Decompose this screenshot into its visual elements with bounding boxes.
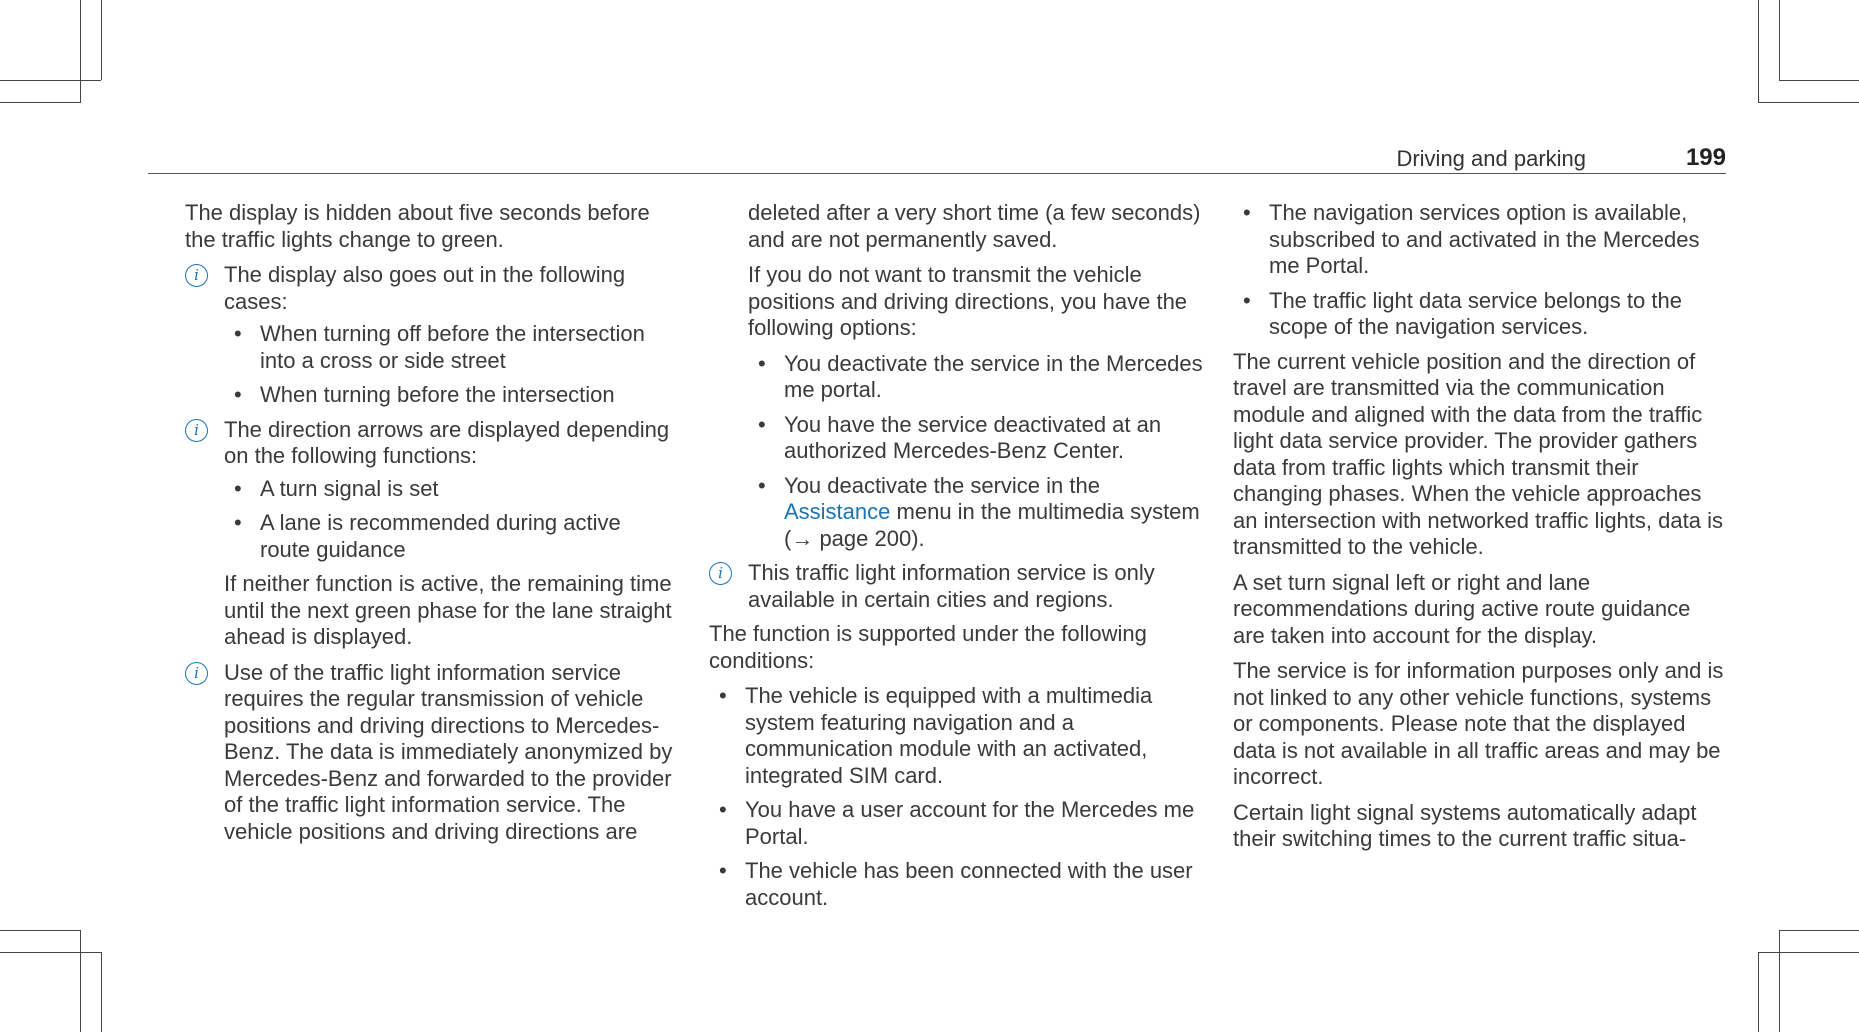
paragraph: The function is supported under the following conditions: xyxy=(709,621,1147,673)
list-item xyxy=(224,382,675,409)
bullet: • xyxy=(719,683,727,708)
section-title: Driving and parking xyxy=(1396,146,1586,171)
bullet: • xyxy=(758,472,766,498)
note-text: The direction arrows are displayed depending on the following functions: xyxy=(224,416,670,468)
paragraph: If neither function is active, the remaining time until the next green phase for the lane straight ahead is displayed. xyxy=(224,571,672,649)
list-item-text: You have a user account for the Mercedes me Portal. xyxy=(745,797,1195,849)
info-note xyxy=(185,660,675,846)
crop-mark xyxy=(1779,930,1780,1032)
list-item xyxy=(709,683,1203,789)
note-text: The display also goes out in the following cases: xyxy=(224,262,626,314)
assistance-link[interactable]: Assistance xyxy=(784,499,891,524)
bullet: • xyxy=(234,475,242,501)
crop-mark xyxy=(101,952,102,1032)
list-item-text: The navigation services option is available, subscribed to and activated in the Mercedes me Portal. xyxy=(1269,200,1700,278)
list-item-text: When turning before the intersection xyxy=(260,382,615,407)
info-icon: i xyxy=(709,562,732,585)
list-item xyxy=(748,351,1203,404)
crop-mark xyxy=(1758,0,1759,103)
list-item-text: You have the service deactivated at an authorized Mercedes-Benz Center. xyxy=(784,411,1162,463)
crop-mark xyxy=(0,102,80,103)
crop-mark xyxy=(1758,952,1759,1032)
crop-mark xyxy=(101,0,102,80)
info-icon: i xyxy=(185,264,208,287)
bullet-list xyxy=(748,351,1203,553)
list-item xyxy=(748,412,1203,465)
bullet-list xyxy=(709,683,1203,911)
list-item xyxy=(1233,288,1728,341)
list-item xyxy=(748,473,1203,553)
list-item xyxy=(709,797,1203,850)
crop-mark xyxy=(80,930,81,1032)
crop-mark xyxy=(0,80,101,81)
bullet-list xyxy=(224,476,675,564)
list-item-text: You deactivate the service in the Mercedes me portal. xyxy=(784,350,1203,402)
list-item-text: The traffic light data service belongs to the scope of the navigation services. xyxy=(1269,287,1682,339)
bullet: • xyxy=(1243,287,1251,313)
list-item xyxy=(224,476,675,503)
bullet: • xyxy=(234,382,242,407)
list-item-text: You deactivate the service in the xyxy=(784,472,1100,498)
list-item xyxy=(224,321,675,374)
info-icon: i xyxy=(185,662,208,685)
note-text: Use of the traffic light information service requires the regular transmission of vehicle positions and driving directions to Mercedes-Benz. The data is immediately anonymized by Mercedes-Benz and forwarded to the provider of the traffic light information service. The vehicle positions and driving directions are xyxy=(224,659,673,844)
page-header xyxy=(148,144,1726,174)
list-item-text: A lane is recommended during active route guidance xyxy=(260,510,621,562)
crop-mark xyxy=(1779,930,1859,931)
header-divider xyxy=(148,173,1726,174)
list-item xyxy=(709,858,1203,911)
paragraph: deleted after a very short time (a few seconds) and are not permanently saved. xyxy=(748,200,1201,252)
list-item-text: The vehicle is equipped with a multimedia system featuring navigation and a communication module with an activated, integrated SIM card. xyxy=(745,683,1153,788)
bullet: • xyxy=(758,350,766,376)
crop-mark xyxy=(1779,0,1780,80)
column-2 xyxy=(709,200,1203,919)
paragraph: If you do not want to transmit the vehicle positions and driving directions, you have the following options: xyxy=(748,262,1188,340)
column-1 xyxy=(185,200,675,853)
bullet: • xyxy=(234,321,242,346)
note-text: This traffic light information service is only available in certain cities and regions. xyxy=(748,560,1155,612)
list-item-text: menu in the multimedia system (→ page 200). xyxy=(784,499,1200,551)
column-3 xyxy=(1233,200,1728,862)
crop-mark xyxy=(0,952,101,953)
list-item xyxy=(224,510,675,563)
crop-mark xyxy=(1779,80,1859,81)
paragraph: Certain light signal systems automatically adapt their switching times to the current traffic situa- xyxy=(1233,799,1697,851)
info-icon: i xyxy=(185,419,208,442)
info-note xyxy=(185,262,675,409)
bullet: • xyxy=(719,858,727,883)
crop-mark xyxy=(0,930,80,931)
paragraph: A set turn signal left or right and lane recommendations during active route guidance are taken into account for the display. xyxy=(1233,569,1691,648)
crop-mark xyxy=(1758,102,1859,103)
paragraph: The display is hidden about five seconds before the traffic lights change to green. xyxy=(185,200,650,252)
bullet-list xyxy=(224,321,675,409)
list-item-text: When turning off before the intersection into a cross or side street xyxy=(260,321,645,373)
list-item-text: The vehicle has been connected with the user account. xyxy=(745,858,1193,910)
bullet: • xyxy=(719,797,727,822)
bullet: • xyxy=(1243,200,1251,225)
list-item xyxy=(1233,200,1728,280)
info-note xyxy=(709,560,1203,613)
paragraph: The service is for information purposes only and is not linked to any other vehicle functions, systems or components. Please note that the displayed data is not available in all traffic areas and may be incorrect. xyxy=(1233,658,1724,789)
crop-mark xyxy=(80,0,81,103)
paragraph: The current vehicle position and the direction of travel are transmitted via the communication module and aligned with the data from the traffic light data service provider. The provider gathers data from traffic lights which transmit their changing phases. When the vehicle approaches an intersection with networked traffic lights, data is transmitted to the vehicle. xyxy=(1233,348,1723,559)
info-note xyxy=(185,417,675,651)
page-number: 199 xyxy=(1685,144,1726,171)
bullet: • xyxy=(758,411,766,437)
bullet: • xyxy=(234,510,242,535)
list-item-text: A turn signal is set xyxy=(260,475,439,501)
bullet-list xyxy=(1233,200,1728,341)
crop-mark xyxy=(1758,952,1859,953)
